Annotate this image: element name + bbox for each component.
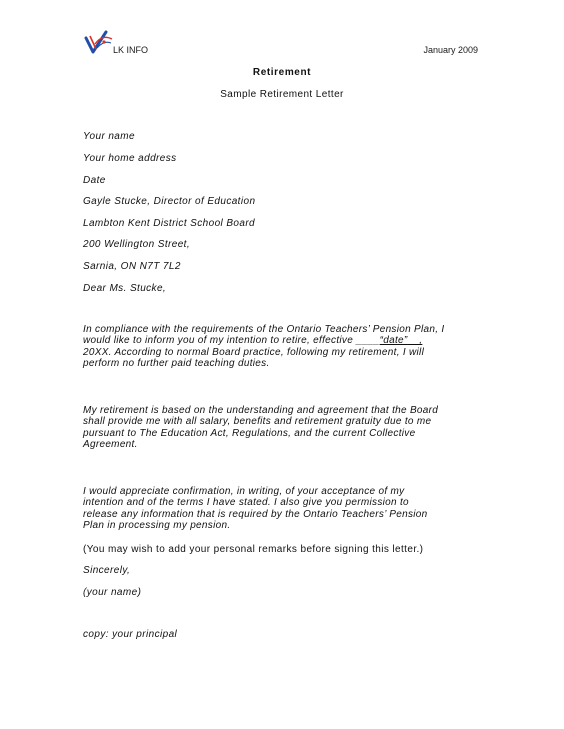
copy-line: copy: your principal [83,629,178,640]
paragraph-line: 20XX. According to normal Board practice, following my retirement, I will [83,346,425,358]
closing: Sincerely, [83,565,131,576]
signature: (your name) [83,587,142,598]
paragraph-line: In compliance with the requirements of the Ontario Teachers’ Pension Plan, I [83,324,445,335]
page-title: Retirement [252,67,312,78]
paragraph-line: Agreement. [83,439,138,451]
paragraph-line: My retirement is based on the understanding and agreement that the Board [83,405,439,416]
lk-info-logo-icon [84,30,114,58]
paragraph-line: perform no further paid teaching duties. [83,358,270,370]
remarks-note: (You may wish to add your personal remarks before signing this letter.) [83,544,424,555]
header-date: January 2009 [423,45,478,55]
page-subtitle: Sample Retirement Letter [220,89,344,100]
recipient-name: Gayle Stucke, Director of Education [83,196,256,207]
paragraph-line: shall provide me with all salary, benefits and retirement gratuity due to me [83,416,432,428]
paragraph-agreement [83,405,483,451]
date-placeholder: “date” [379,335,408,347]
paragraph-line: intention and of the terms I have stated. I also give you permission to [83,497,409,509]
recipient-city: Sarnia, ON N7T 7L2 [83,261,181,272]
logo-text: LK INFO [113,45,149,55]
letter-date: Date [83,175,106,186]
salutation: Dear Ms. Stucke, [83,283,167,294]
paragraph-intent [83,324,483,370]
paragraph-line: I would appreciate confirmation, in writing, of your acceptance of my [83,486,405,497]
recipient-board: Lambton Kent District School Board [83,218,256,229]
paragraph-line: release any information that is required by the Ontario Teachers’ Pension [83,508,428,520]
sender-address: Your home address [83,153,177,164]
letterhead [84,30,484,60]
paragraph-line: Plan in processing my pension. [83,520,231,532]
paragraph-confirmation [83,486,483,532]
recipient-street: 200 Wellington Street, [83,239,191,250]
sender-name: Your name [83,131,135,142]
paragraph-line: pursuant to The Education Act, Regulations, and the current Collective [83,427,416,439]
paragraph-line: would like to inform you of my intention to retire, effective ____“date”__, [83,335,423,347]
